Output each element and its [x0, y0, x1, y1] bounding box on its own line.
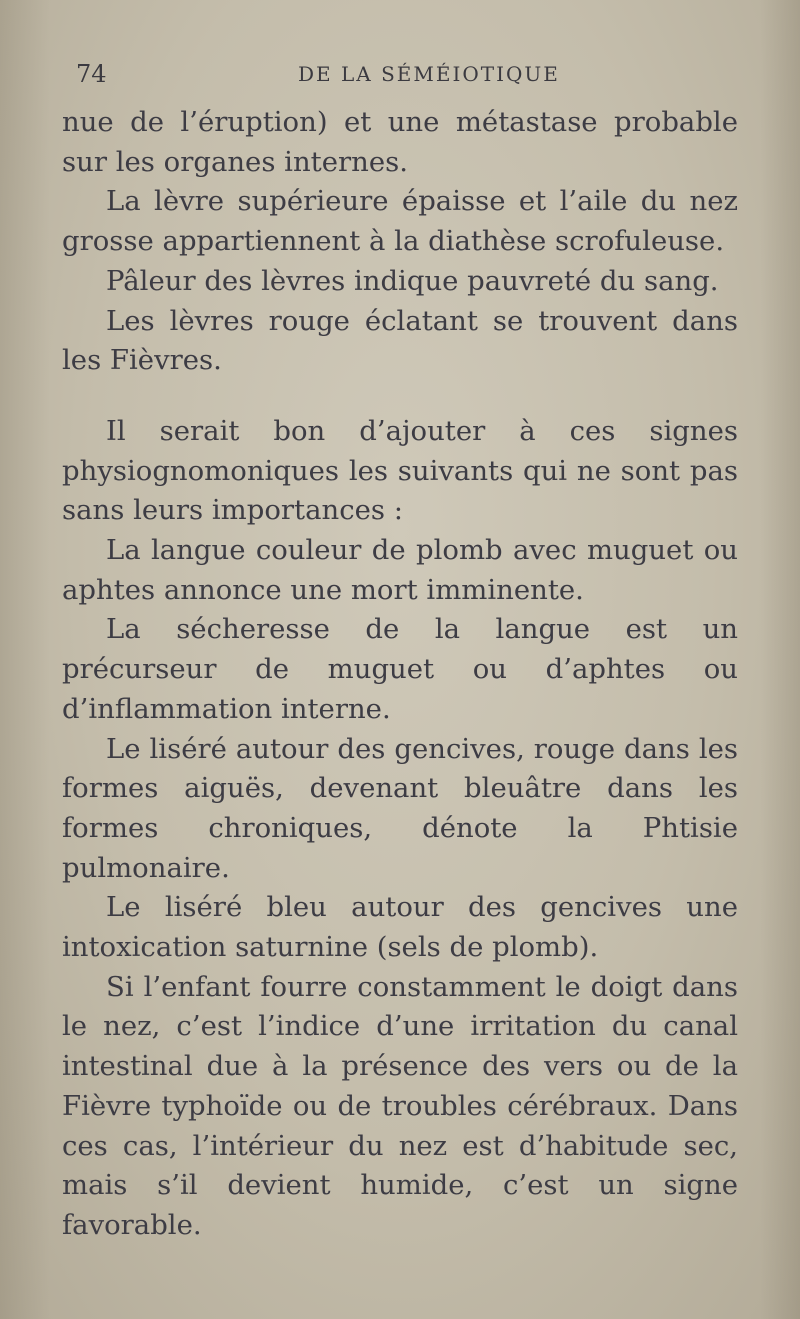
paragraph-lisere-gencives: Le liséré autour des gencives, rouge dans les formes aiguës, devenant bleuâtre dans les formes chroniques, dénote la Phtisie pulmonaire. [62, 732, 738, 884]
paragraph-signes-physiognomoniques: Il serait bon d’ajouter à ces signes physiognomoniques les suivants qui ne sont pas sans leurs importances : [62, 414, 738, 527]
body-text [62, 103, 738, 1246]
paragraph-levre-superieure: La lèvre supérieure épaisse et l’aile du nez grosse appartiennent à la diathèse scrofuleuse. [62, 185, 738, 258]
paragraph-enfant-nez: Si l’enfant fourre constamment le doigt dans le nez, c’est l’indice d’une irritation du canal intestinal due à la présence des vers ou de la Fièvre typhoïde ou de troubles cérébraux. Dans ces cas, l’intérieur du nez est d’habitude sec, mais s’il devient humide, c’est un signe favorable. [62, 970, 738, 1241]
paragraph-levres-rouges: Les lèvres rouge éclatant se trouvent dans les Fièvres. [62, 304, 738, 377]
paragraph-continuation: nue de l’éruption) et une métastase probable sur les organes internes. [62, 106, 738, 178]
paragraph-gap [62, 381, 738, 412]
paragraph-lisere-bleu: Le liséré bleu autour des gencives une intoxication saturnine (sels de plomb). [62, 891, 738, 964]
page-shadow-right [760, 0, 800, 1319]
page-shadow-left [0, 0, 50, 1319]
paragraph-langue-plomb: La langue couleur de plomb avec muguet ou aphtes annonce une mort imminente. [62, 534, 738, 606]
running-title: DE LA SÉMÉIOTIQUE [298, 62, 560, 86]
page-header [76, 56, 736, 96]
paragraph-paleur-levres: Pâleur des lèvres indique pauvreté du sang. [106, 264, 719, 297]
page-number: 74 [76, 60, 107, 88]
paragraph-secheresse-langue: La sécheresse de la langue est un précurseur de muguet ou d’aphtes ou d’inflammation interne. [62, 613, 738, 725]
